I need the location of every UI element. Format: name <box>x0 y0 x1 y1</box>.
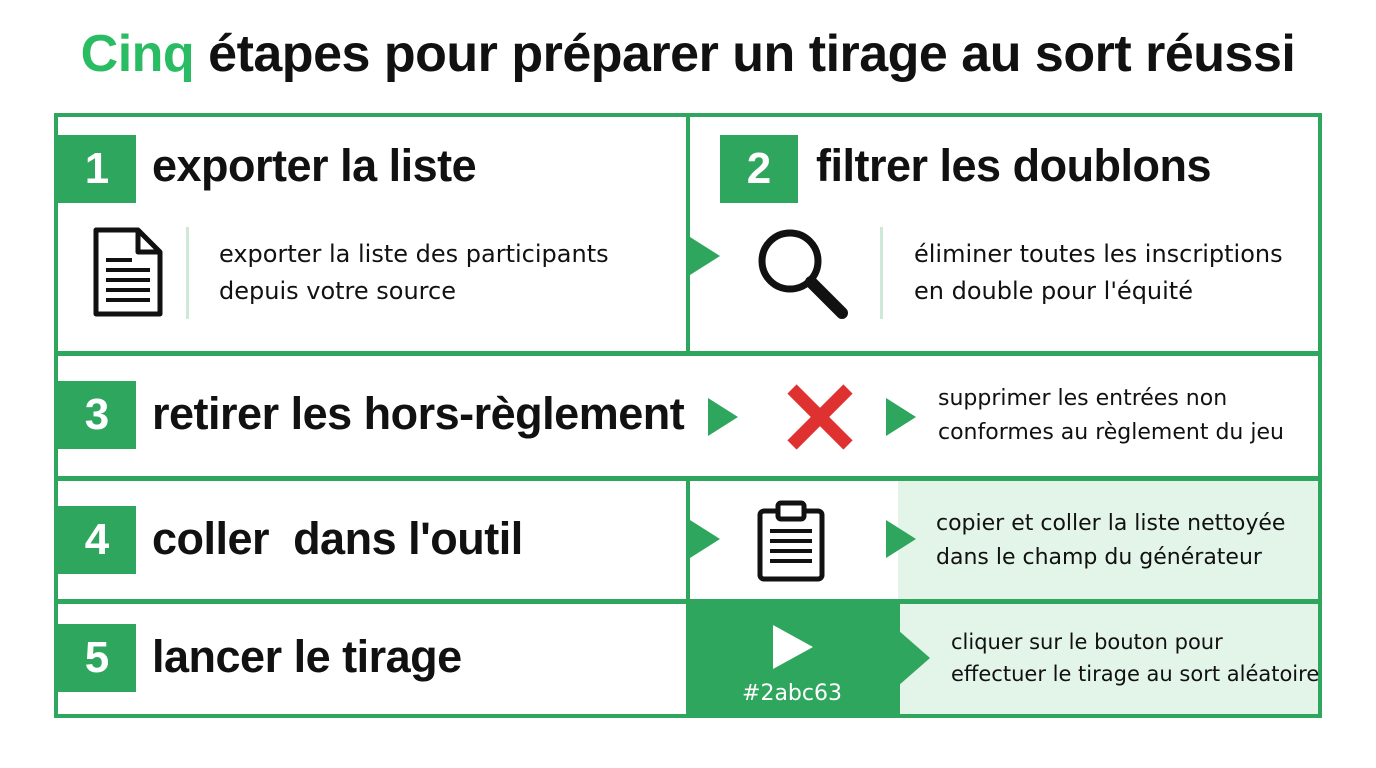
step-3-description <box>938 382 1284 450</box>
step-3-desc-line-2: conformes au règlement du jeu <box>938 420 1284 445</box>
clipboard-icon <box>756 499 826 583</box>
step-5-desc-line-1: cliquer sur le bouton pour <box>951 630 1223 654</box>
divider-row1-vertical <box>686 113 690 353</box>
step-4-number: 4 <box>58 506 136 574</box>
step-5-description <box>951 626 1319 690</box>
arrow-step-4-right <box>886 520 916 558</box>
step-1-separator <box>186 227 189 319</box>
step-1-title: exporter la liste <box>152 140 477 191</box>
step-2-separator <box>880 227 883 319</box>
arrow-step-4-left <box>690 520 720 558</box>
divider-row1-bottom <box>54 351 1322 356</box>
step-2-desc-line-1: éliminer toutes les inscriptions <box>914 240 1283 268</box>
step-4-desc-line-1: copier et coller la liste nettoyée <box>936 511 1286 536</box>
play-icon[interactable] <box>771 623 815 671</box>
step-4-title: coller dans l'outil <box>152 513 523 564</box>
step-5-title: lancer le tirage <box>152 631 462 682</box>
step-2-description <box>914 236 1283 310</box>
magnifier-icon <box>754 225 852 321</box>
step-3-desc-line-1: supprimer les entrées non <box>938 386 1228 411</box>
arrow-step-5 <box>898 630 932 686</box>
launch-button-color-label: #2abc63 <box>742 681 842 706</box>
step-1-number: 1 <box>58 135 136 203</box>
page-title <box>0 24 1376 84</box>
step-5-desc-line-2: effectuer le tirage au sort aléatoire <box>951 662 1320 686</box>
step-1-desc-line-2: depuis votre source <box>219 277 456 305</box>
step-4-desc-line-2: dans le champ du générateur <box>936 545 1262 570</box>
title-rest: étapes pour préparer un tirage au sort réussi <box>194 25 1296 83</box>
title-accent: Cinq <box>80 25 195 83</box>
arrow-step-3-left <box>708 398 738 436</box>
step-2-title: filtrer les doublons <box>816 140 1212 191</box>
step-3-title: retirer les hors-règlement <box>152 388 685 439</box>
arrow-step-3-right <box>886 398 916 436</box>
step-1-description <box>219 236 609 310</box>
step-4-description <box>936 507 1285 575</box>
step-1-desc-line-1: exporter la liste des participants <box>219 240 609 268</box>
step-2-number: 2 <box>720 135 798 203</box>
step-5-number: 5 <box>58 624 136 692</box>
document-icon <box>92 226 164 318</box>
step-2-desc-line-2: en double pour l'équité <box>914 277 1193 305</box>
step-3-number: 3 <box>58 381 136 449</box>
red-x-icon <box>784 383 856 451</box>
arrow-step-1-to-2 <box>690 237 720 275</box>
